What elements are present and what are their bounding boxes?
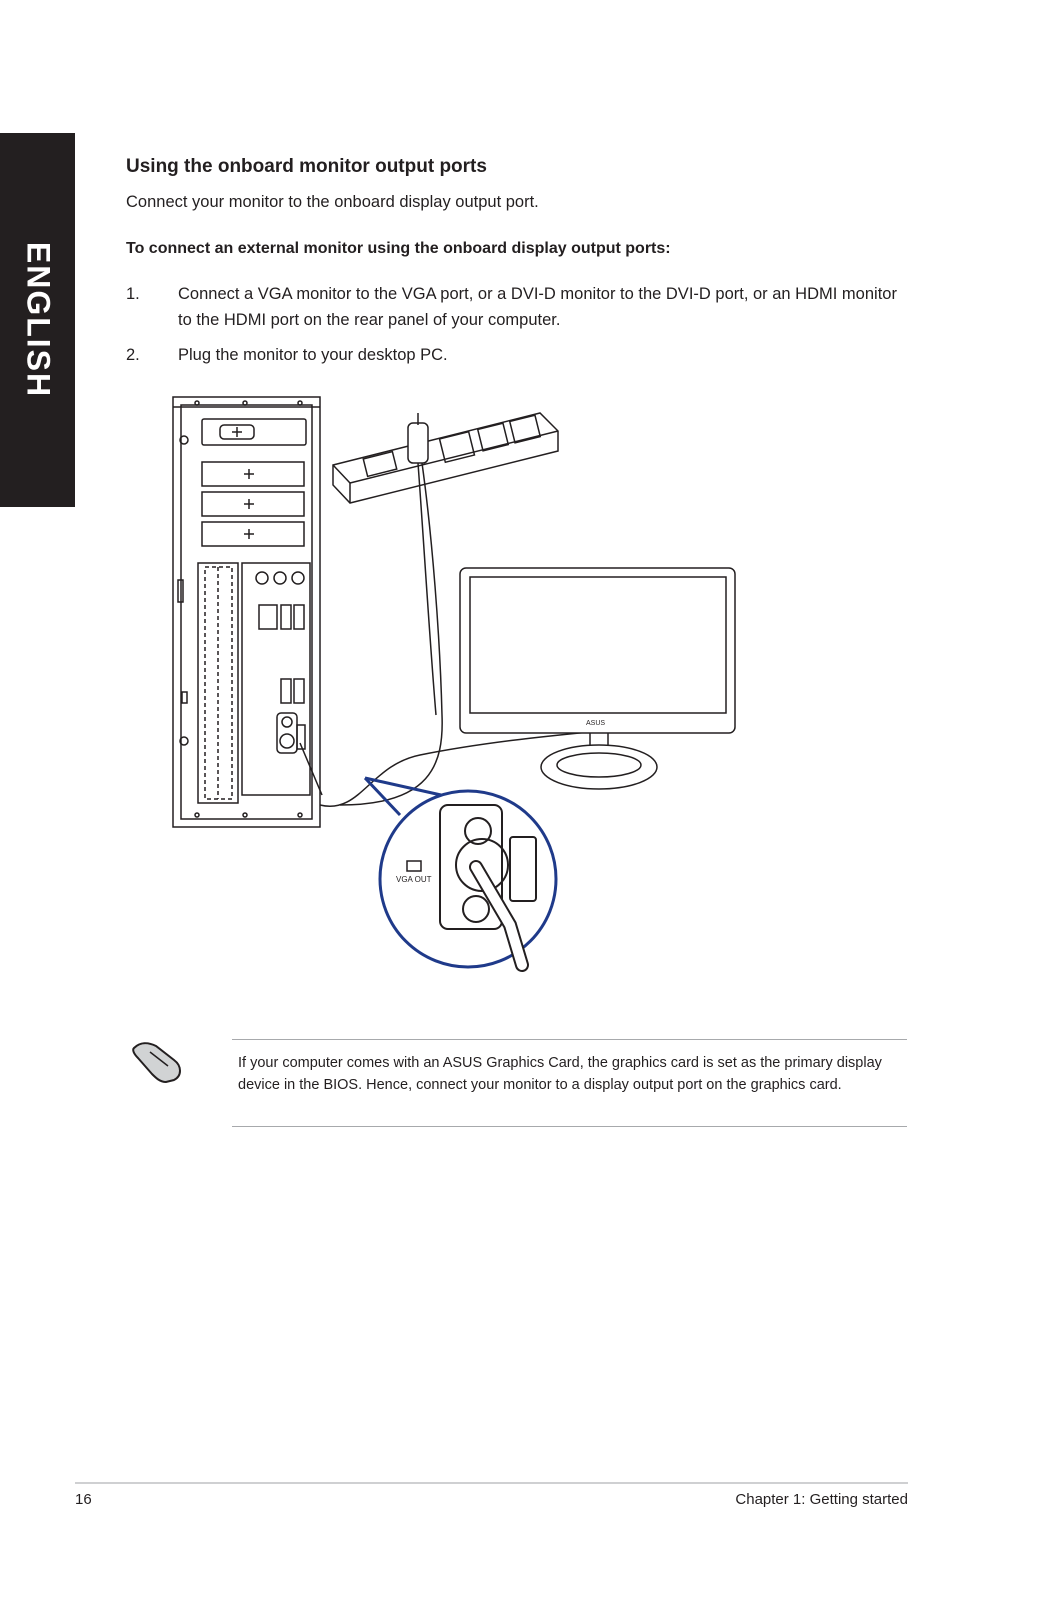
language-label: ENGLISH	[20, 241, 56, 399]
note-hand-icon	[130, 1036, 186, 1084]
step-number: 2.	[126, 346, 140, 364]
step-text: Plug the monitor to your desktop PC.	[178, 346, 448, 364]
note-bottom-rule	[232, 1126, 907, 1127]
section-title: Using the onboard monitor output ports	[126, 156, 487, 177]
pc-tower	[173, 397, 320, 827]
vga-out-label: VGA OUT	[396, 875, 432, 884]
step-text: Connect a VGA monitor to the VGA port, or a DVI-D monitor to the DVI-D port, or an HDMI monitor to the HDMI port on the rear panel of your computer.	[178, 285, 897, 329]
power-strip	[333, 413, 558, 503]
language-tab	[0, 133, 75, 507]
note-top-rule	[232, 1039, 907, 1040]
section-intro: Connect your monitor to the onboard display output port.	[126, 193, 539, 211]
callout-magnifier	[365, 778, 556, 967]
monitor	[460, 568, 735, 789]
monitor-brand: ASUS	[586, 720, 606, 727]
page-number: 16	[75, 1491, 92, 1508]
procedure-heading: To connect an external monitor using the onboard display output ports:	[126, 240, 671, 257]
step-number: 1.	[126, 285, 140, 303]
footer-rule	[75, 1482, 908, 1484]
note-text: If your computer comes with an ASUS Graphics Card, the graphics card is set as the primary display device in the BIOS. Hence, connect your monitor to a display output port on the graphics card.	[238, 1055, 882, 1093]
chapter-title: Chapter 1: Getting started	[735, 1491, 908, 1508]
connection-illustration	[160, 385, 780, 975]
